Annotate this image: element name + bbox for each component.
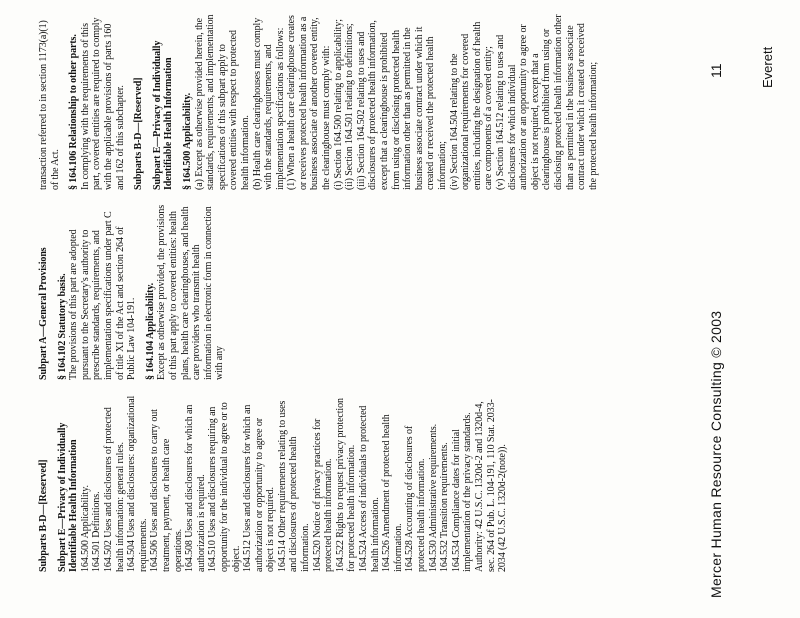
section-heading: § 164.104 Applicability. — [144, 282, 156, 380]
section-heading: Subpart E—Privacy of Individually Identifiable Health Information — [56, 422, 80, 572]
section-paragraph: Except as otherwise provided, the provisions of this part apply to covered entities: health plans, health care clearinghouses, and health care providers who transmit health information in electronic form in connection with any — [156, 204, 226, 380]
section-paragraph: (b) Health care clearinghouses must comply with the standards, requirements, and implementation specifications as follows: — [251, 17, 286, 190]
section-paragraph: 164.524 Access of individuals to protected health information. — [358, 405, 381, 572]
subpart-e-column — [38, 12, 599, 190]
section-paragraph: 164.522 Rights to request privacy protection for protected health information. — [334, 398, 358, 572]
section-paragraph: 164.534 Compliance dates for initial implementation of the privacy standards. — [450, 412, 474, 572]
section-heading: § 164.500 Applicability. — [181, 92, 193, 190]
section-paragraph: 164.504 Uses and disclosures: organizational requirements. — [126, 395, 149, 572]
section-paragraph: 164.508 Uses and disclosures for which an authorization is required. — [184, 404, 207, 572]
section-paragraph: (1) When a health care clearinghouse creates or receives protected health information as a business associate of another covered entity, the clearinghouse must comply with: — [286, 15, 333, 190]
section-paragraph: (ii) Section 164.501 relating to definitions; — [344, 23, 356, 190]
section-heading: § 164.102 Statutory basis. — [56, 273, 68, 380]
section-paragraph: 164.532 Transition requirements. — [439, 442, 451, 572]
section-paragraph: 164.528 Accounting of disclosures of protected health information. — [404, 425, 427, 572]
footer-copyright: Mercer Human Resource Consulting © 2003 — [708, 310, 724, 598]
section-heading: § 164.106 Relationship to other parts. — [68, 34, 80, 190]
section-paragraph: In complying with the requirements of this part, covered entities are required to comply with the applicable provisions of parts 160 and 162 of this subchapter. — [79, 17, 126, 190]
section-paragraph: 164.526 Amendment of protected health information. — [381, 414, 404, 572]
page-number: 11 — [708, 63, 724, 78]
section-paragraph: (v) Section 164.512 relating to uses and disclosures for which individual authorization or an opportunity to agree or object is not required, except that a clearinghouse is prohibited from using or disclosing protected health information other than as permitted in the business associate contract under which it created or received the protected health information; — [494, 14, 599, 190]
section-paragraph: 164.512 Uses and disclosures for which an authorization or opportunity to agree or object is not required. — [242, 404, 277, 572]
section-paragraph: 164.500 Applicability. — [79, 485, 91, 572]
section-paragraph: Authority: 42 U.S.C. 1320d-2 and 1320d-4, sec. 264 of Pub. L. 104-191, 110 Stat. 2033-2034 (42 U.S.C. 1320d-2(note)). — [473, 399, 509, 572]
section-paragraph: The provisions of this part are adopted pursuant to the Secretary's authority to prescribe standards, requirements, and implementation specifications under part C of title XI of the Act and section 264 of Public Law 104-191. — [68, 211, 138, 380]
brand-label: Everett — [760, 46, 775, 88]
section-paragraph: 164.510 Uses and disclosures requiring an opportunity for the individual to agree or to object. — [207, 402, 242, 572]
section-paragraph: 164.506 Uses and disclosures to carry out treatment, payment, or health care operations. — [149, 409, 184, 572]
section-paragraph: 164.501 Definitions. — [91, 491, 103, 572]
general-provisions-column — [38, 202, 226, 380]
section-paragraph: 164.520 Notice of privacy practices for protected health information. — [311, 418, 335, 572]
contents-column — [38, 394, 509, 572]
section-heading: Subpart E—Privacy of Individually Identifiable Health Information — [151, 40, 175, 190]
section-paragraph: (iii) Section 164.502 relating to uses and disclosures of protected health information, except that a clearinghouse is prohibited from using or disclosing protected health information other than as permitted in the business associate contract under which it created or received the protected health information; — [355, 20, 448, 190]
section-paragraph: 164.530 Administrative requirements. — [427, 423, 439, 572]
section-paragraph: 164.514 Other requirements relating to uses and disclosures of protected health information. — [276, 400, 312, 572]
section-paragraph: (i) Section 164.500 relating to applicability; — [332, 19, 344, 190]
section-heading: Subparts B-D—[Reserved] — [38, 459, 49, 572]
section-paragraph: 164.502 Uses and disclosures of protected health information: general rules. — [102, 407, 126, 572]
section-paragraph: (iv) Section 164.504 relating to the organizational requirements for covered entities, including the designation of health care components of a covered entity; — [448, 21, 495, 190]
section-heading: Subparts B-D—[Reserved] — [133, 77, 145, 190]
section-paragraph: (a) Except as otherwise provided herein, the standards, requirements, and implementation specifications of this subpart apply to covered entities with respect to protected health information. — [193, 14, 251, 190]
brand-label-wrapper — [760, 47, 775, 88]
section-heading: Subpart A—General Provisions — [38, 247, 49, 380]
section-paragraph: transaction referred to in section 1173(a)(1) of the Act. — [38, 20, 61, 190]
